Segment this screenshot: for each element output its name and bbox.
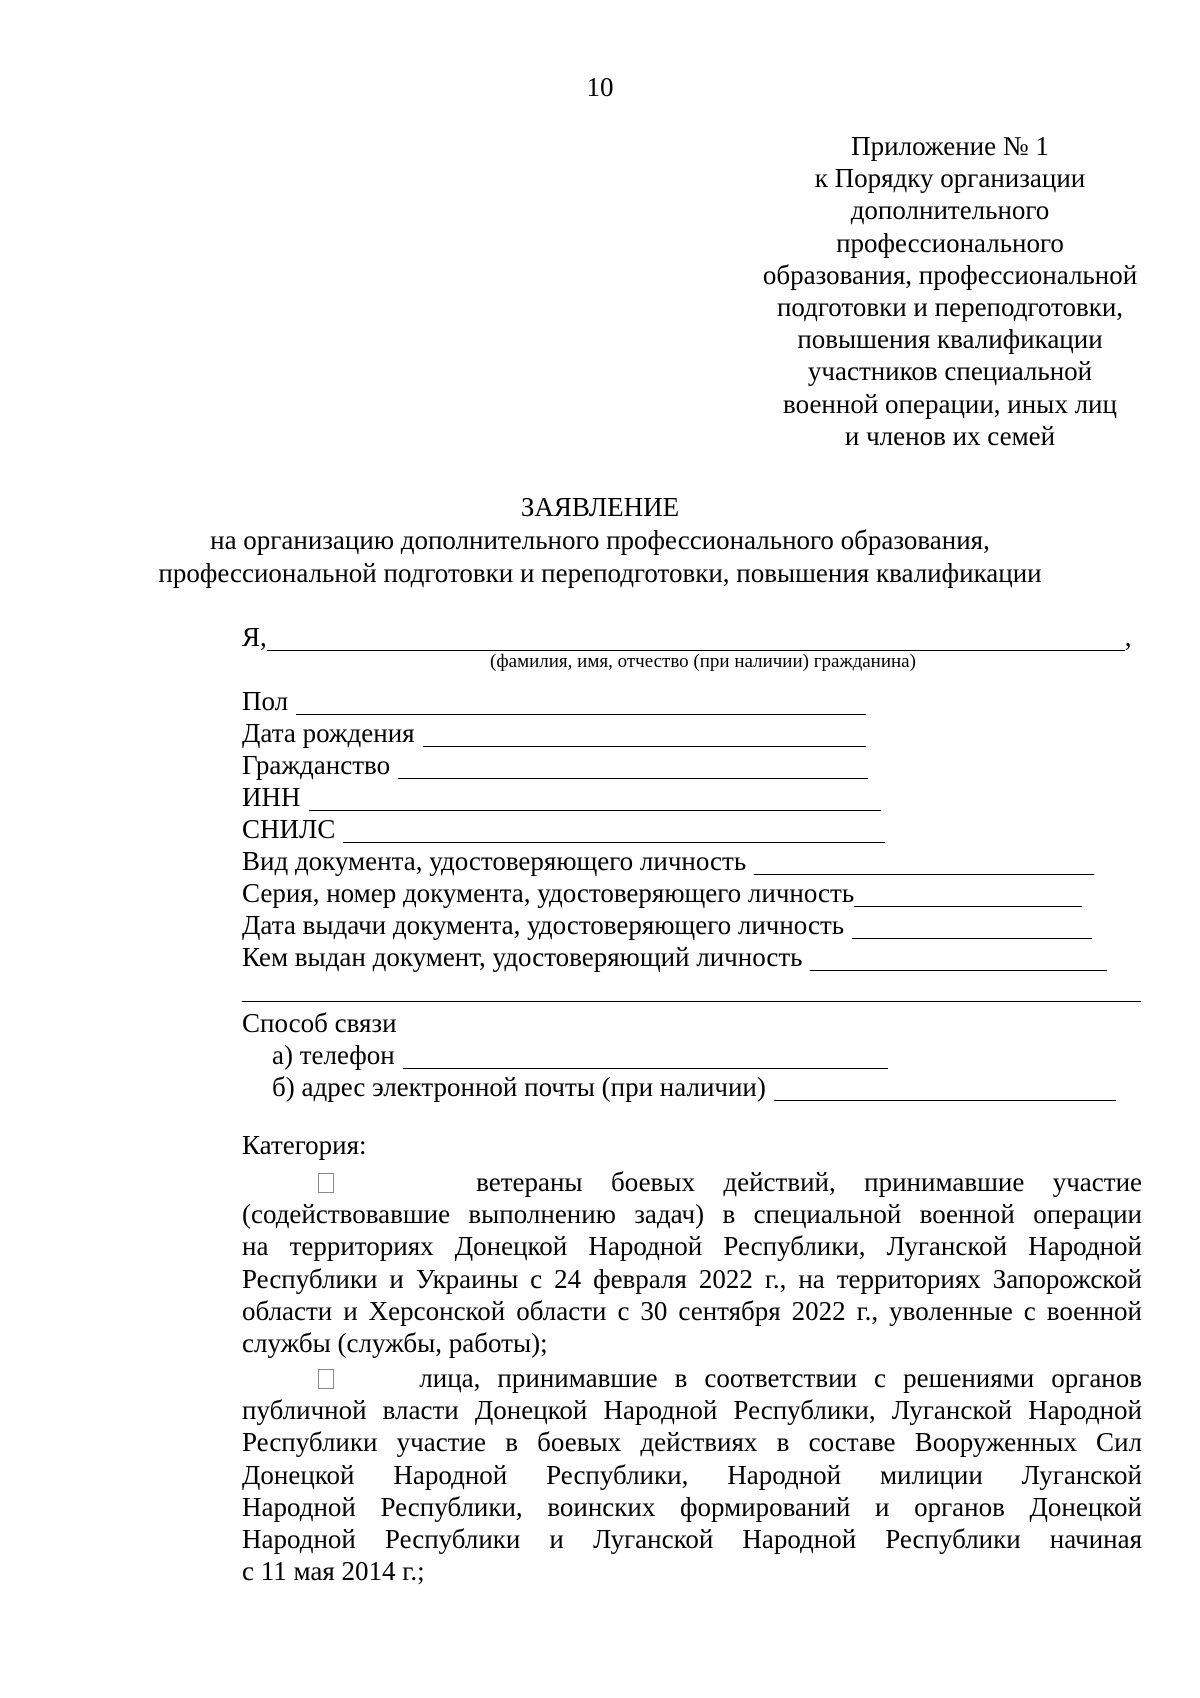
category-line: области и Херсонской области с 30 сентября 2022 г., уволенные с военной (242, 1295, 1142, 1326)
category-line: на территориях Донецкой Народной Республики, Луганской Народной (242, 1231, 1142, 1262)
appendix-line: и членов их семей (844, 420, 1056, 451)
name-row (242, 624, 1132, 651)
doc-issue-date-label: Дата выдачи документа, удостоверяющего личность (242, 910, 845, 940)
doc-number-row (242, 880, 1082, 907)
category-text: ветераны боевых действий, принимавшие участие (476, 1167, 1143, 1197)
category-line: Республики и Украины с 24 февраля 2022 г., на территориях Запорожской (242, 1263, 1142, 1294)
appendix-line: Приложение № 1 (851, 131, 1049, 161)
doc-number-label: Серия, номер документа, удостоверяющего личность (242, 878, 855, 908)
doc-type-field[interactable] (754, 849, 1094, 875)
appendix-line: подготовки и переподготовки, (776, 292, 1124, 323)
category-line: Народной Республики и Луганской Народной Республики начиная (242, 1523, 1142, 1554)
title-line: на организацию дополнительного профессионального образования, (210, 525, 990, 555)
name-field-hint: (фамилия, имя, отчество (при наличии) гражданина) (490, 651, 916, 672)
birth-date-field[interactable] (423, 721, 866, 747)
phone-row (272, 1042, 888, 1069)
gender-field[interactable] (296, 689, 866, 715)
doc-issue-date-field[interactable] (852, 913, 1092, 939)
appendix-reference (740, 130, 1160, 452)
email-row (272, 1074, 1116, 1101)
doc-issued-by-field[interactable] (810, 945, 1107, 971)
page-number: 10 (586, 72, 614, 102)
appendix-line: дополнительного (850, 195, 1050, 226)
appendix-line: участников специальной (807, 356, 1093, 387)
category-line (242, 1362, 1142, 1394)
inn-label: ИНН (242, 782, 301, 812)
birth-date-label: Дата рождения (242, 718, 415, 748)
doc-issued-by-continuation-row (242, 976, 1141, 1002)
snils-label: СНИЛС (242, 814, 336, 844)
document-title (0, 491, 1200, 590)
category-line: службы (службы, работы); (242, 1327, 548, 1358)
doc-number-field[interactable] (854, 881, 1082, 907)
birth-date-row (242, 720, 866, 747)
citizenship-field[interactable] (398, 753, 868, 779)
gender-row (242, 688, 866, 715)
name-prefix-label: Я, (242, 622, 267, 652)
category-item-veterans (242, 1166, 1142, 1359)
doc-issued-by-field-continued[interactable] (242, 976, 1141, 1002)
doc-type-label: Вид документа, удостоверяющего личность (242, 846, 747, 876)
doc-issued-by-label: Кем выдан документ, удостоверяющий личность (242, 942, 803, 972)
citizenship-label: Гражданство (242, 750, 391, 780)
category-line: с 11 мая 2014 г.; (242, 1556, 425, 1587)
checkbox-veterans[interactable] (318, 1173, 334, 1193)
snils-field[interactable] (343, 817, 885, 843)
citizenship-row (242, 752, 868, 779)
appendix-line: образования, профессиональной (762, 259, 1138, 290)
title-heading: ЗАЯВЛЕНИЕ (520, 492, 680, 522)
email-field[interactable] (774, 1075, 1116, 1101)
inn-row (242, 784, 881, 811)
appendix-line: к Порядку организации (814, 163, 1086, 194)
category-line (242, 1166, 1142, 1198)
checkbox-militia[interactable] (318, 1369, 334, 1389)
category-line: (содействовавшие выполнению задач) в специальной военной операции (242, 1199, 1142, 1230)
email-label: б) адрес электронной почты (при наличии) (272, 1072, 766, 1102)
category-line: Донецкой Народной Республики, Народной милиции Луганской (242, 1459, 1142, 1490)
category-label: Категория: (242, 1130, 367, 1160)
appendix-line: повышения квалификации (797, 324, 1103, 355)
category-line: Республики участие в боевых действиях в составе Вооруженных Сил (242, 1427, 1142, 1458)
category-text: лица, принимавшие в соответствии с решениями органов (419, 1363, 1143, 1393)
name-suffix: , (1124, 622, 1132, 652)
doc-issue-date-row (242, 912, 1092, 939)
appendix-line: военной операции, иных лиц (783, 388, 1117, 419)
doc-type-row (242, 848, 1094, 875)
category-line: публичной власти Донецкой Народной Республики, Луганской Народной (242, 1395, 1142, 1426)
name-field[interactable] (267, 625, 1125, 651)
category-line: Народной Республики, воинских формирований и органов Донецкой (242, 1491, 1142, 1522)
doc-issued-by-row (242, 944, 1107, 971)
title-line: профессиональной подготовки и переподготовки, повышения квалификации (158, 558, 1042, 588)
inn-field[interactable] (309, 785, 881, 811)
gender-label: Пол (242, 686, 289, 716)
contact-method-label: Способ связи (242, 1008, 397, 1038)
category-item-militia (242, 1362, 1142, 1587)
phone-label: а) телефон (272, 1040, 395, 1070)
phone-field[interactable] (403, 1043, 888, 1069)
appendix-line: профессионального (836, 227, 1064, 258)
snils-row (242, 816, 885, 843)
